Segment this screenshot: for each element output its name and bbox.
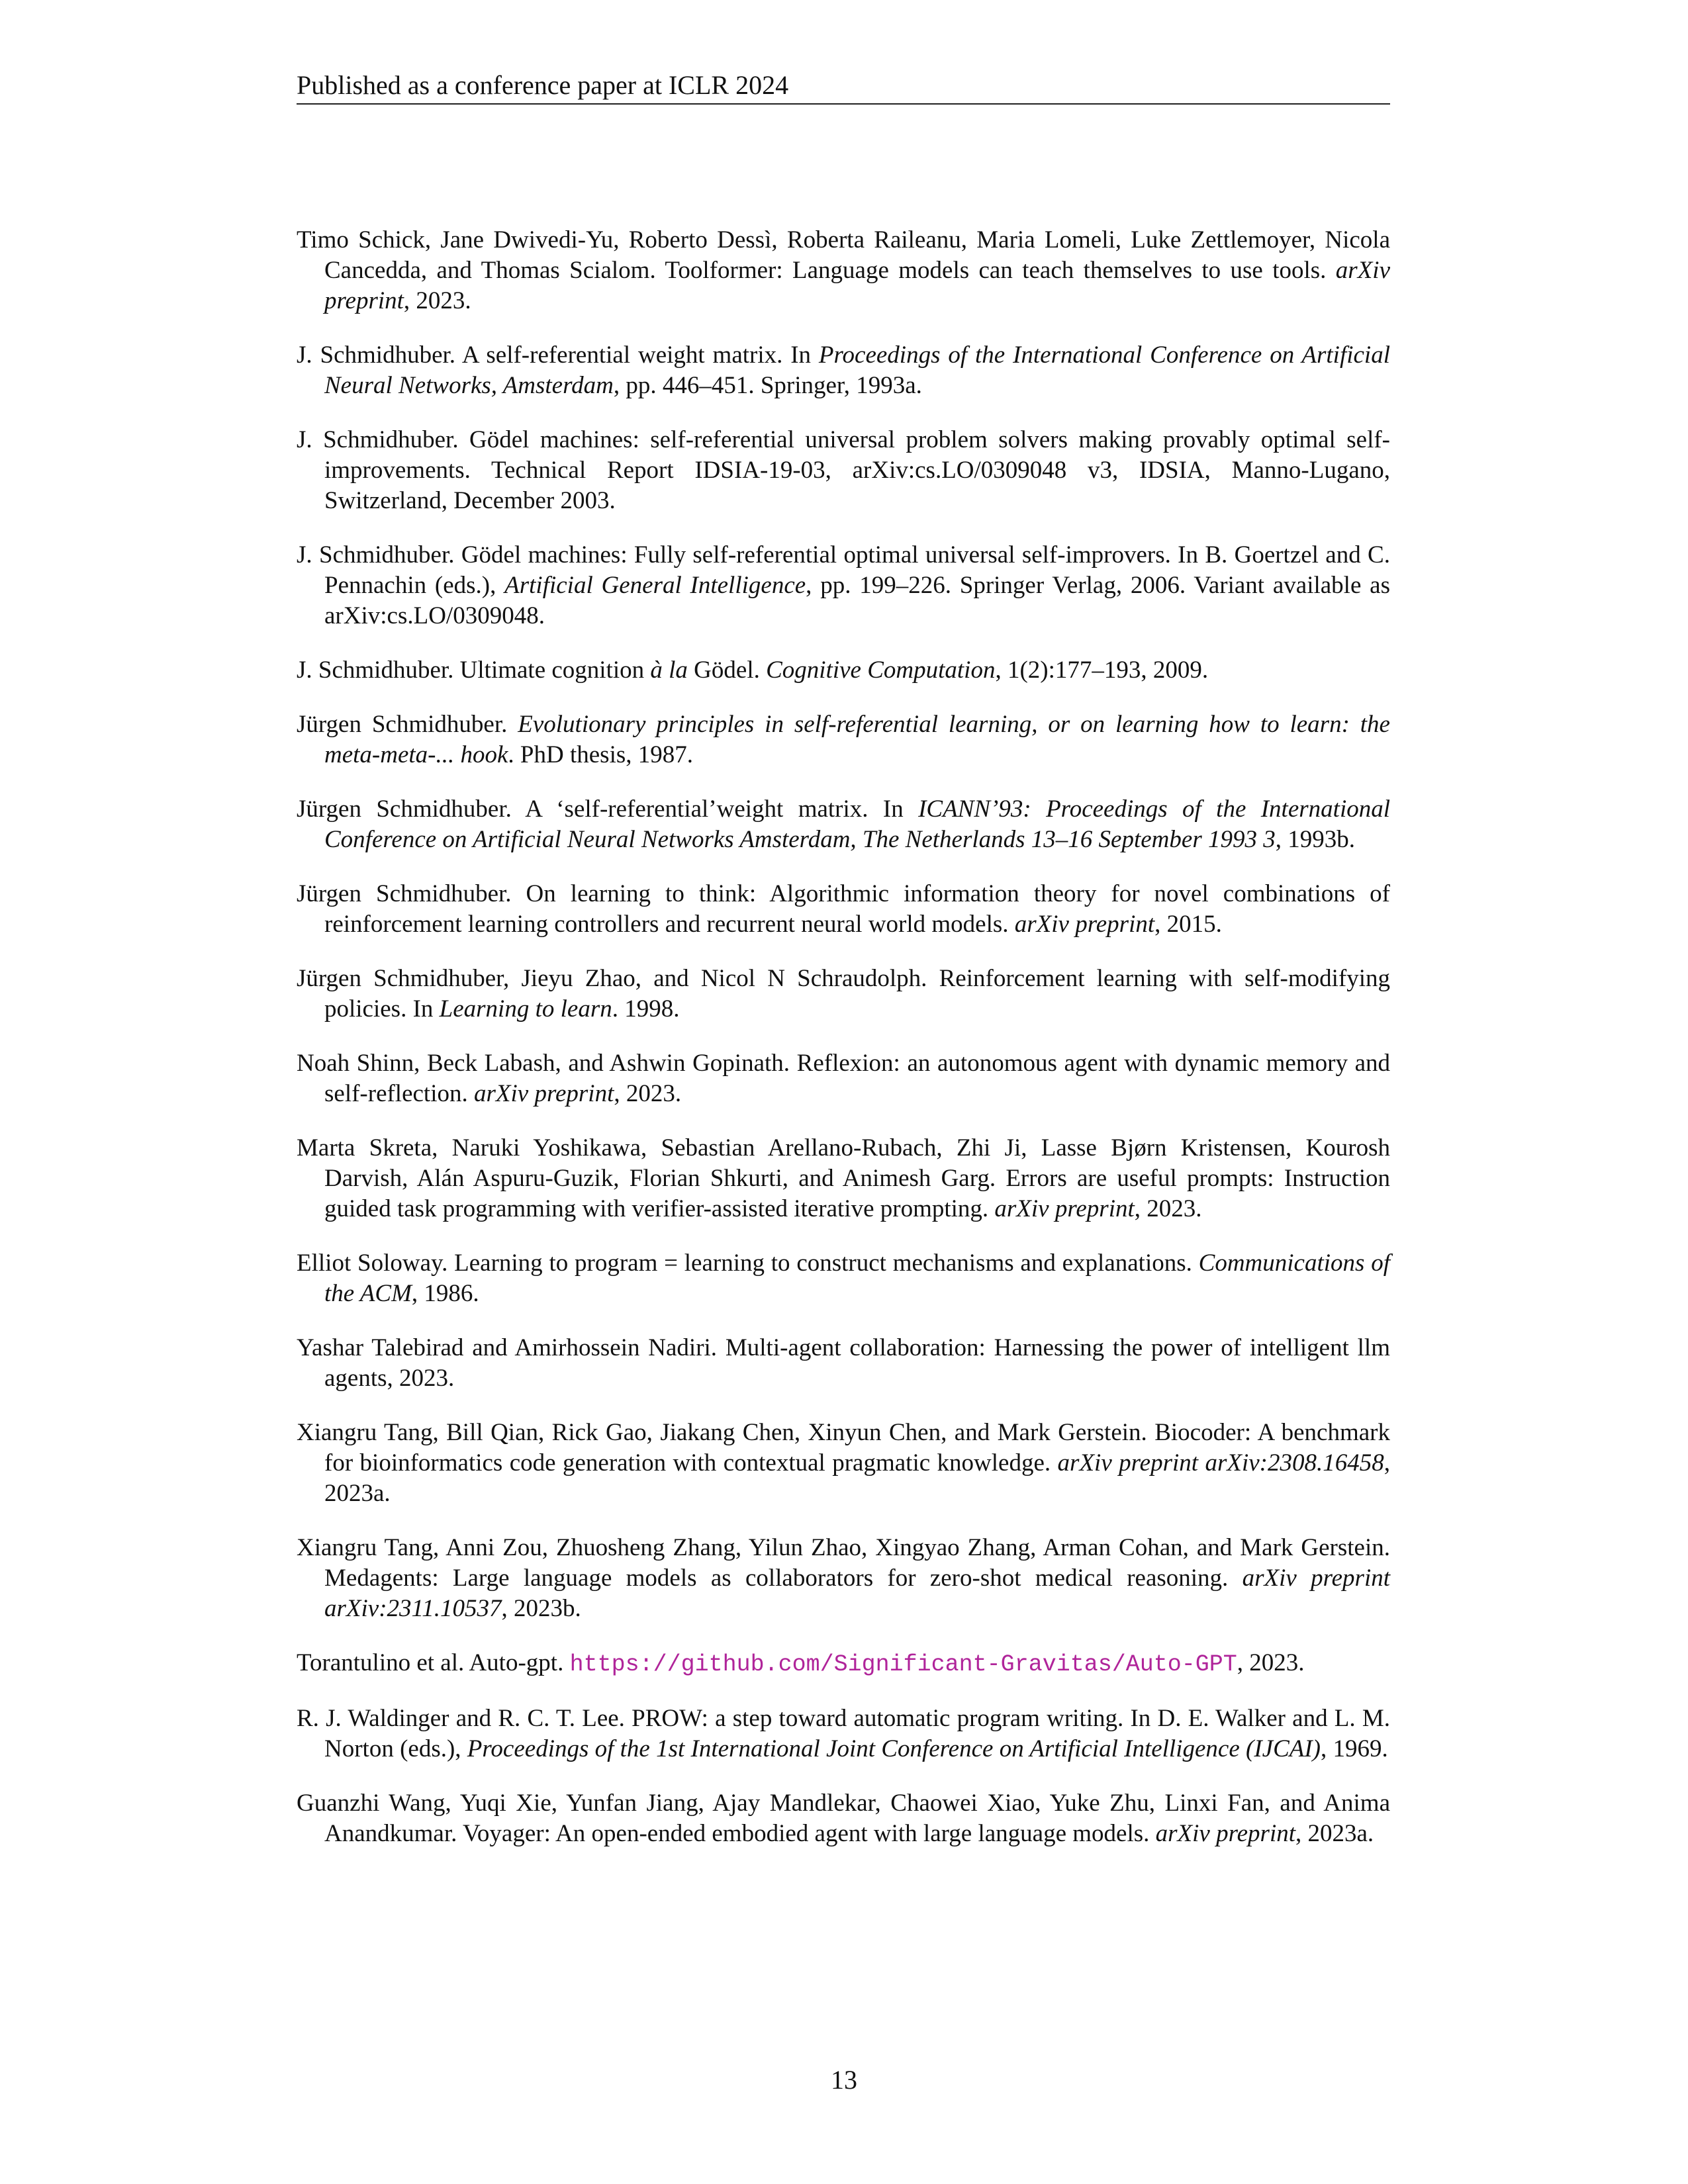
reference-entry <box>297 1048 1390 1109</box>
reference-venue-italic: ICANN’93: Proceedings of the International Conference on Artificial Neural Networks Amsterdam, The Netherlands 13–16 September 1993 3 <box>324 796 1390 853</box>
reference-venue-italic: arXiv preprint arXiv:2308.16458 <box>1057 1449 1384 1477</box>
reference-text: Elliot Soloway. Learning to program = learning to construct mechanisms and explanations. <box>297 1250 1199 1277</box>
reference-entry <box>297 225 1390 316</box>
reference-entry <box>297 1333 1390 1394</box>
reference-text: , 2023. <box>403 287 471 314</box>
reference-text: R. J. Waldinger and R. C. T. Lee. PROW: a step toward automatic program writing. In D. E. Walker and L. M. Norton (eds.), <box>297 1705 1390 1762</box>
reference-text: , 1(2):177–193, 2009. <box>995 657 1209 684</box>
reference-entry <box>297 709 1390 770</box>
reference-venue-italic: Artificial General Intelligence <box>504 572 806 599</box>
reference-text: , 1986. <box>411 1280 479 1307</box>
reference-text: , pp. 446–451. Springer, 1993a. <box>613 372 922 399</box>
reference-text: J. Schmidhuber. Gödel machines: self-referential universal problem solvers making provably optimal self-improvements. Technical Report IDSIA-19-03, arXiv:cs.LO/0309048 v3, IDSIA, Manno-Lugano, Switzerland, December 2003. <box>297 426 1390 514</box>
reference-entry <box>297 879 1390 940</box>
reference-entry <box>297 964 1390 1024</box>
reference-text: , 2023. <box>1237 1649 1305 1676</box>
reference-text: , 1969. <box>1321 1735 1388 1762</box>
reference-text: , pp. 199–226. Springer Verlag, 2006. Variant available as arXiv:cs.LO/0309048. <box>324 572 1390 629</box>
reference-entry <box>297 655 1390 686</box>
reference-entry <box>297 340 1390 401</box>
reference-text: . PhD thesis, 1987. <box>508 741 693 768</box>
reference-entry <box>297 1418 1390 1509</box>
reference-venue-italic: Proceedings of the 1st International Joint Conference on Artificial Intelligence (IJCAI) <box>467 1735 1321 1762</box>
reference-entry <box>297 794 1390 855</box>
reference-entry <box>297 1648 1390 1680</box>
reference-text: , 2023b. <box>501 1595 581 1622</box>
reference-venue-italic: arXiv preprint <box>1155 1820 1295 1847</box>
reference-text: Jürgen Schmidhuber. On learning to think: Algorithmic information theory for novel combinations of reinforcement learning controllers and recurrent neural world models. <box>297 880 1390 938</box>
reference-text: Gödel. <box>687 657 767 684</box>
reference-text: . 1998. <box>612 995 680 1023</box>
reference-venue-italic: à la <box>650 657 688 684</box>
reference-url-link[interactable]: https://github.com/Significant-Gravitas/Auto-GPT <box>569 1651 1237 1678</box>
reference-text: , 1993b. <box>1275 826 1355 853</box>
reference-text: , 2023. <box>614 1080 682 1107</box>
reference-text: J. Schmidhuber. Ultimate cognition <box>297 657 651 684</box>
reference-venue-italic: Learning to learn <box>439 995 612 1023</box>
reference-text: Jürgen Schmidhuber, Jieyu Zhao, and Nicol N Schraudolph. Reinforcement learning with self-modifying policies. In <box>297 965 1390 1023</box>
reference-venue-italic: arXiv preprint <box>474 1080 614 1107</box>
reference-entry <box>297 1704 1390 1764</box>
reference-list <box>297 225 1390 1873</box>
reference-venue-italic: Proceedings of the International Conference on Artificial Neural Networks, Amsterdam <box>324 341 1390 399</box>
reference-text: J. Schmidhuber. Gödel machines: Fully self-referential optimal universal self-improvers. In B. Goertzel and C. Pennachin (eds.), <box>297 541 1390 599</box>
reference-venue-italic: arXiv preprint <box>994 1195 1135 1222</box>
reference-text: Noah Shinn, Beck Labash, and Ashwin Gopinath. Reflexion: an autonomous agent with dynamic memory and self-reflection. <box>297 1050 1390 1107</box>
reference-text: , 2023a. <box>324 1449 1390 1507</box>
reference-text: Xiangru Tang, Anni Zou, Zhuosheng Zhang, Yilun Zhao, Xingyao Zhang, Arman Cohan, and Mark Gerstein. Medagents: Large language models as collaborators for zero-shot medical reasoning. <box>297 1534 1390 1592</box>
reference-venue-italic: Cognitive Computation <box>766 657 996 684</box>
reference-text: , 2023a. <box>1295 1820 1374 1847</box>
reference-text: , 2015. <box>1154 911 1222 938</box>
reference-venue-italic: arXiv preprint <box>324 257 1390 314</box>
reference-text: Yashar Talebirad and Amirhossein Nadiri. Multi-agent collaboration: Harnessing the power of intelligent llm agents, 2023. <box>297 1334 1390 1392</box>
reference-text: Xiangru Tang, Bill Qian, Rick Gao, Jiakang Chen, Xinyun Chen, and Mark Gerstein. Biocoder: A benchmark for bioinformatics code generation with contextual pragmatic knowledge. <box>297 1419 1390 1477</box>
reference-entry <box>297 540 1390 631</box>
reference-text: , 2023. <box>1134 1195 1202 1222</box>
reference-text: Jürgen Schmidhuber. <box>297 711 518 738</box>
reference-text: Marta Skreta, Naruki Yoshikawa, Sebastian Arellano-Rubach, Zhi Ji, Lasse Bjørn Kristensen, Kourosh Darvish, Alán Aspuru-Guzik, Florian Shkurti, and Animesh Garg. Errors are useful prompts: Instruction guided task programming with verifier-assisted iterative prompting. <box>297 1134 1390 1222</box>
reference-entry <box>297 1133 1390 1224</box>
reference-entry <box>297 1248 1390 1309</box>
reference-entry <box>297 1533 1390 1624</box>
reference-venue-italic: arXiv preprint arXiv:2311.10537 <box>324 1565 1390 1622</box>
reference-text: Timo Schick, Jane Dwivedi-Yu, Roberto Dessì, Roberta Raileanu, Maria Lomeli, Luke Zettlemoyer, Nicola Cancedda, and Thomas Scialom. Toolformer: Language models can teach themselves to use tools. <box>297 226 1390 284</box>
reference-venue-italic: Evolutionary principles in self-referential learning, or on learning how to learn: the meta-meta-... hook <box>324 711 1390 768</box>
reference-venue-italic: arXiv preprint <box>1014 911 1155 938</box>
running-header: Published as a conference paper at ICLR 2024 <box>297 69 1390 105</box>
reference-text: Guanzhi Wang, Yuqi Xie, Yunfan Jiang, Ajay Mandlekar, Chaowei Xiao, Yuke Zhu, Linxi Fan, and Anima Anandkumar. Voyager: An open-ended embodied agent with large language models. <box>297 1790 1390 1847</box>
reference-text: Jürgen Schmidhuber. A ‘self-referential’weight matrix. In <box>297 796 919 823</box>
reference-entry <box>297 425 1390 516</box>
reference-venue-italic: Communications of the ACM <box>324 1250 1390 1307</box>
reference-entry <box>297 1788 1390 1849</box>
reference-text: J. Schmidhuber. A self-referential weight matrix. In <box>297 341 819 369</box>
page-number: 13 <box>831 2065 857 2095</box>
reference-text: Torantulino et al. Auto-gpt. <box>297 1649 570 1676</box>
